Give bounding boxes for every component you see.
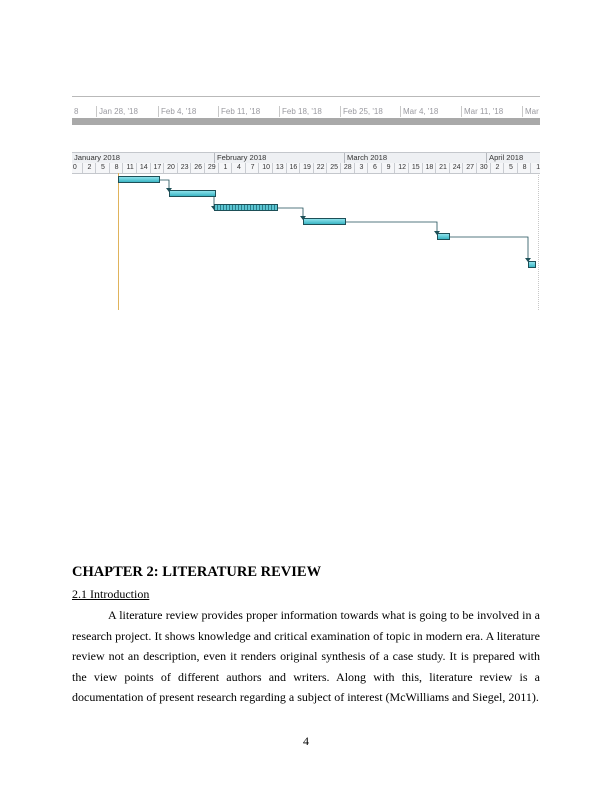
top-timescale-label: Mar <box>522 106 539 117</box>
day-label: 20 <box>163 163 178 173</box>
day-label: 25 <box>326 163 341 173</box>
month-label: March 2018 <box>344 153 387 163</box>
top-timescale-label: 8 <box>74 107 79 116</box>
dependency-link <box>276 208 303 217</box>
top-timescale-label: Jan 28, '18 <box>96 106 138 117</box>
day-label: 30 <box>476 163 491 173</box>
day-label: 15 <box>408 163 423 173</box>
body-paragraph: A literature review provides proper information towards what is going to be involved in a research project. It shows knowledge and critical examination of topic in modern era. A literature review not an description, even it renders original synthesis of a case study. It is prepared with the view points of different authors and writers. Along with this, literature review is a documentation of present research regarding a subject of interest (McWilliams and Siegel, 2011). <box>72 608 540 704</box>
day-label: 9 <box>381 163 396 173</box>
day-label: 23 <box>177 163 192 173</box>
day-label: 29 <box>204 163 219 173</box>
month-label: February 2018 <box>214 153 266 163</box>
day-label: 8 <box>517 163 532 173</box>
chapter-heading: CHAPTER 2: LITERATURE REVIEW <box>72 564 322 580</box>
day-label: 5 <box>503 163 518 173</box>
top-timescale-label: Feb 11, '18 <box>218 106 260 117</box>
day-label: 2 <box>490 163 505 173</box>
top-timescale-label: Mar 4, '18 <box>400 106 438 117</box>
month-label: January 2018 <box>74 153 121 162</box>
day-label: 18 <box>422 163 437 173</box>
day-label: 19 <box>299 163 314 173</box>
gantt-chart-image <box>72 96 540 310</box>
day-label: 1 <box>218 163 233 173</box>
dependency-link <box>448 237 528 259</box>
task-bar <box>214 204 278 211</box>
day-label: 5 <box>95 163 110 173</box>
top-timescale-label: Feb 18, '18 <box>279 106 322 117</box>
day-label: 10 <box>258 163 273 173</box>
day-label: 11 <box>122 163 137 173</box>
day-label: 7 <box>245 163 260 173</box>
day-label: 3 <box>354 163 369 173</box>
day-label: 13 <box>272 163 287 173</box>
day-label: 0 <box>72 164 77 171</box>
day-label: 21 <box>435 163 450 173</box>
day-label: 17 <box>150 163 165 173</box>
day-label: 4 <box>231 163 246 173</box>
day-label: 26 <box>190 163 205 173</box>
top-timescale-label: Feb 4, '18 <box>158 106 196 117</box>
day-label: 2 <box>82 163 97 173</box>
day-label: 16 <box>286 163 301 173</box>
section-heading: 2.1 Introduction <box>72 587 150 601</box>
day-label: 6 <box>367 163 382 173</box>
day-label: 28 <box>340 163 355 173</box>
day-label: 8 <box>109 163 124 173</box>
day-label: 22 <box>313 163 328 173</box>
dependency-link <box>344 222 437 232</box>
task-bar <box>118 176 160 183</box>
day-label: 14 <box>136 163 151 173</box>
task-bar <box>528 261 536 268</box>
task-bar <box>437 233 450 240</box>
day-label: 1 <box>530 163 540 173</box>
top-timescale-label: Feb 25, '18 <box>340 106 383 117</box>
day-label: 24 <box>449 163 464 173</box>
month-label: April 2018 <box>486 153 523 163</box>
day-label: 12 <box>394 163 409 173</box>
task-bar <box>303 218 346 225</box>
task-bar <box>169 190 216 197</box>
page-number: 4 <box>303 734 309 748</box>
top-timescale-label: Mar 11, '18 <box>461 106 503 117</box>
gantt-dependency-links <box>72 96 540 310</box>
day-label: 27 <box>462 163 477 173</box>
